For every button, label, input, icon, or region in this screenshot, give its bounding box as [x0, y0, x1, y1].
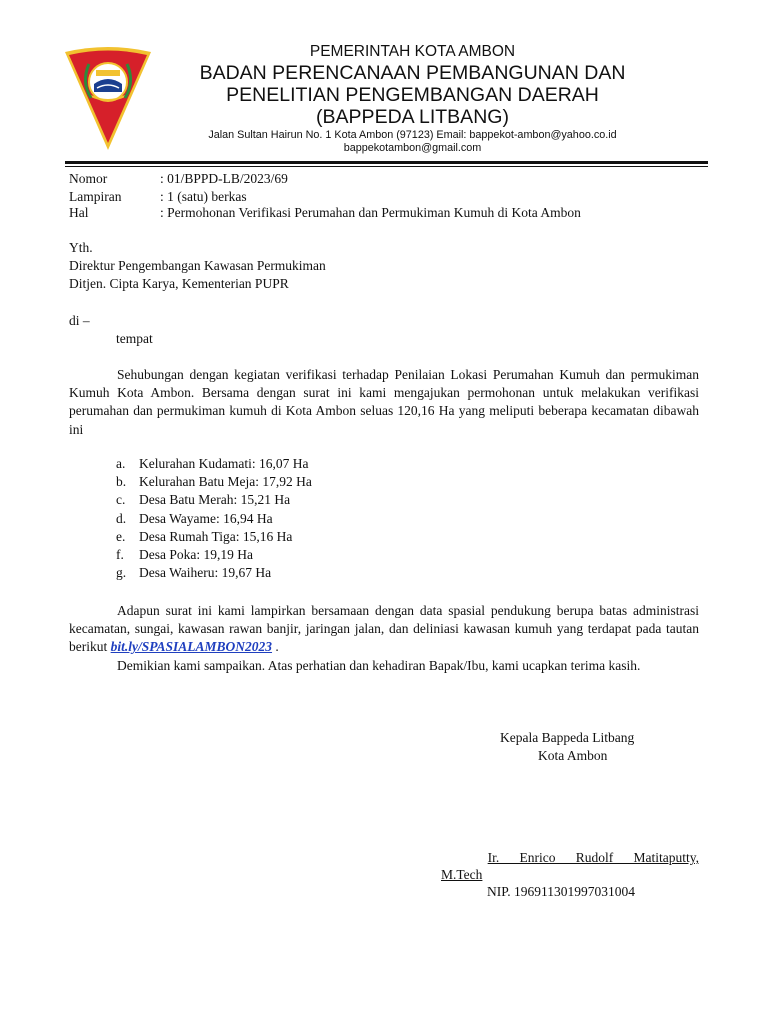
list-item — [116, 491, 312, 509]
list-item-letter: a. — [116, 456, 126, 471]
nomor-value: : 01/BPPD-LB/2023/69 — [160, 171, 288, 186]
paragraph-2-text: Adapun surat ini kami lampirkan bersamaan dengan data spasial pendukung berupa batas administrasi kecamatan, sungai, kawasan rawan banjir, jaringan jalan, dan deliniasi kawasan kumuh yang terdapat pada tautan berikut — [69, 603, 699, 655]
spatial-data-link[interactable]: bit.ly/SPASIALAMBON2023 — [110, 639, 273, 655]
body-paragraph-2 — [69, 602, 699, 657]
letterhead-government: PEMERINTAH KOTA AMBON — [309, 43, 516, 60]
address-line: Jalan Sultan Hairun No. 1 Kota Ambon (97123) Email: bappekot-ambon@yahoo.co.id — [208, 129, 617, 141]
signatory-name-line-2: M.Tech — [441, 867, 483, 882]
list-item — [116, 528, 312, 546]
lampiran-value: : 1 (satu) berkas — [160, 189, 247, 204]
list-item — [116, 510, 312, 528]
lampiran-label: Lampiran — [69, 189, 122, 204]
signatory-nip: NIP. 196911301997031004 — [487, 884, 636, 899]
recipient-di: di – — [69, 313, 90, 328]
list-item-letter: g. — [116, 565, 127, 581]
list-item — [116, 546, 312, 564]
list-item-letter: c. — [116, 492, 126, 508]
body-paragraph-1 — [69, 366, 699, 439]
paragraph-1-text: Sehubungan dengan kegiatan verifikasi terhadap Penilaian Lokasi Perumahan Kumuh dan permukiman Kumuh Kota Ambon. Bersama dengan surat ini kami mengajukan permohonan untuk melakukan verifikasi perumahan dan permukiman kumuh di Kota Ambon seluas 120,16 Ha yang meliputi beberapa kecamatan dibawah ini — [69, 367, 699, 437]
signatory-name-line-1: Ir. Enrico Rudolf Matitaputty, — [487, 850, 699, 865]
list-item-text: Desa Rumah Tiga: 15,16 Ha — [139, 528, 293, 544]
list-item-letter: b. — [116, 474, 127, 490]
list-item-text: Kelurahan Batu Meja: 17,92 Ha — [139, 474, 312, 490]
agency-line-1: BADAN PERENCANAAN PEMBANGUNAN DAN — [199, 62, 626, 84]
signature-title-1: Kepala Bappeda Litbang — [500, 730, 635, 745]
list-item-text: Kelurahan Kudamati: 16,07 Ha — [139, 456, 309, 471]
paragraph-3-text: Demikian kami sampaikan. Atas perhatian dan kehadiran Bapak/Ibu, kami ucapkan terima kasih. — [117, 658, 641, 673]
list-item-letter: f. — [116, 547, 124, 563]
city-emblem-icon — [63, 44, 153, 152]
recipient-tempat: tempat — [116, 331, 153, 346]
recipient-yth: Yth. — [69, 240, 93, 255]
hal-label: Hal — [69, 205, 89, 220]
agency-line-2: PENELITIAN PENGEMBANGAN DAERAH — [226, 84, 599, 106]
list-item — [116, 564, 312, 582]
agency-short-name: (BAPPEDA LITBANG) — [316, 106, 509, 128]
list-item-text: Desa Wayame: 16,94 Ha — [139, 510, 273, 526]
signature-title-2: Kota Ambon — [538, 748, 608, 763]
list-item-letter: e. — [116, 528, 126, 544]
recipient-line-1: Direktur Pengembangan Kawasan Permukiman — [69, 258, 326, 273]
list-item-text: Desa Poka: 19,19 Ha — [139, 547, 253, 563]
letterhead-divider-thick — [65, 161, 708, 164]
recipient-line-2: Ditjen. Cipta Karya, Kementerian PUPR — [69, 276, 289, 291]
list-item-text: Desa Batu Merah: 15,21 Ha — [139, 492, 291, 508]
list-item — [116, 473, 312, 491]
letterhead-divider-thin — [65, 166, 708, 167]
email-line: bappekotambon@gmail.com — [343, 142, 482, 154]
body-paragraph-3 — [69, 657, 699, 675]
hal-value: : Permohonan Verifikasi Perumahan dan Permukiman Kumuh di Kota Ambon — [160, 205, 581, 220]
paragraph-2-end: . — [272, 639, 279, 655]
letterhead-agency — [160, 62, 665, 128]
list-item-letter: d. — [116, 510, 127, 526]
list-item-text: Desa Waiheru: 19,67 Ha — [139, 565, 272, 581]
list-item — [116, 455, 312, 473]
nomor-label: Nomor — [69, 171, 108, 186]
letterhead-address — [160, 129, 665, 155]
kecamatan-list — [116, 455, 312, 582]
